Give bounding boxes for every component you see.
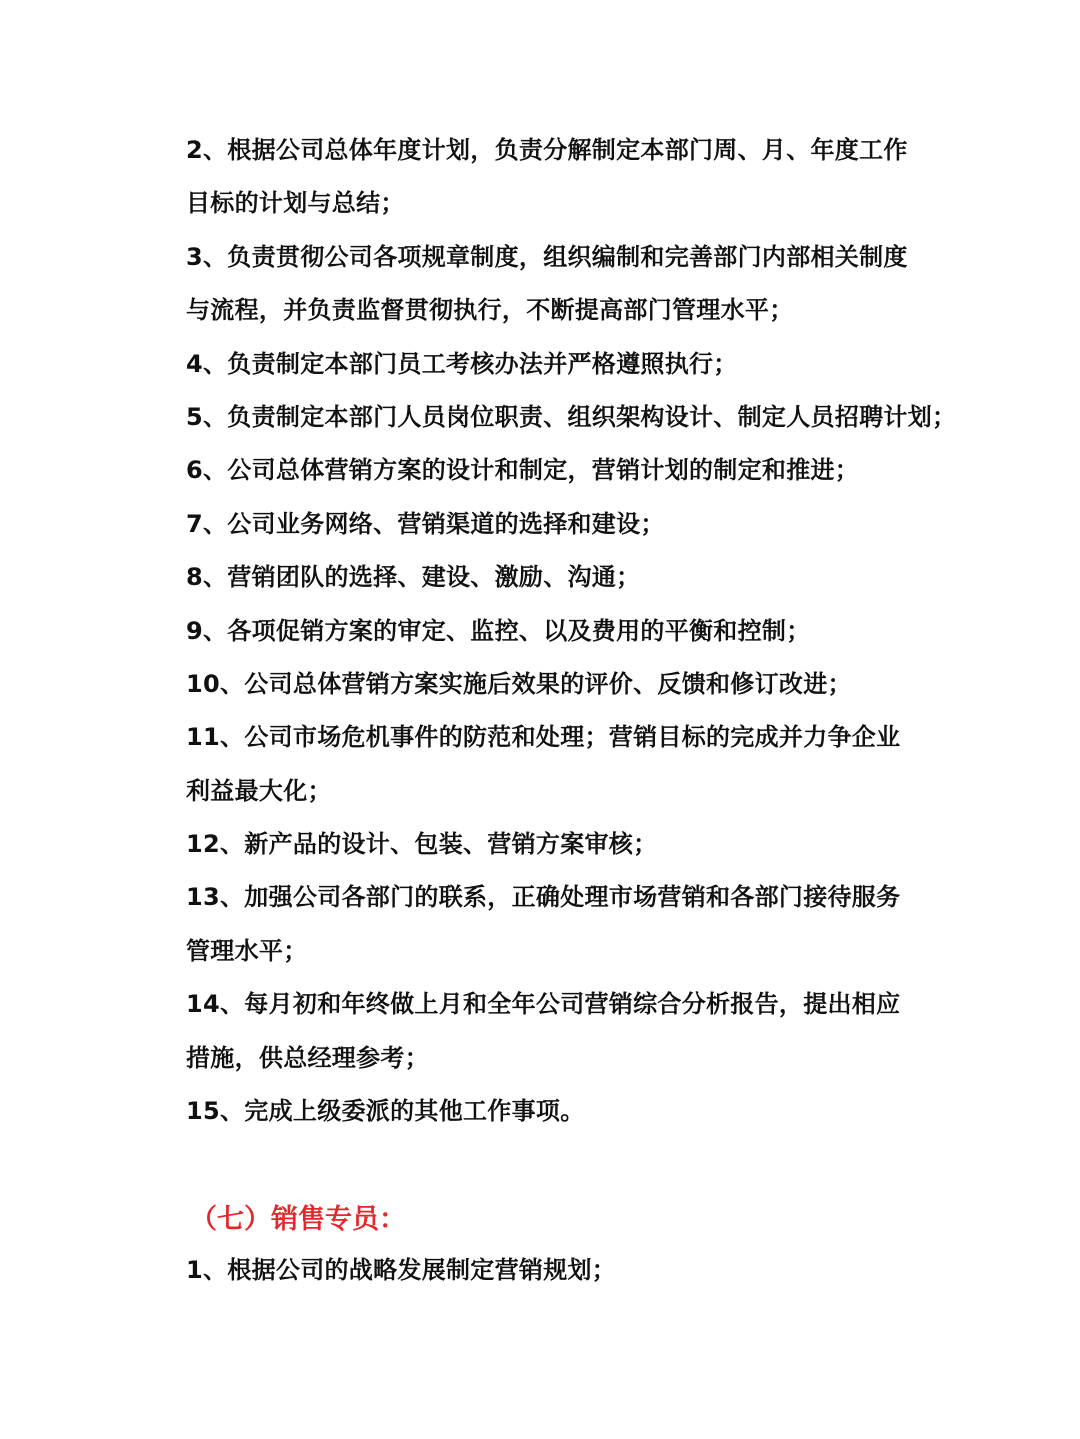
duty-line: 2、根据公司总体年度计划，负责分解制定本部门周、月、年度工作 <box>186 136 908 164</box>
duty-line: 8、营销团队的选择、建设、激励、沟通； <box>186 563 641 592</box>
duty-line: 目标的计划与总结； <box>186 189 405 218</box>
duty-line: 14、每月初和年终做上月和全年公司营销综合分析报告，提出相应 <box>186 990 901 1019</box>
duty-line: 管理水平； <box>186 936 308 965</box>
duty-line: 7、公司业务网络、营销渠道的选择和建设； <box>186 509 665 538</box>
section-first-item: 1、根据公司的战略发展制定营销规划； <box>186 1256 617 1284</box>
duty-line: 措施，供总经理参考； <box>186 1043 429 1072</box>
duty-line: 4、负责制定本部门员工考核办法并严格遵照执行； <box>186 349 738 378</box>
duty-line: 13、加强公司各部门的联系，正确处理市场营销和各部门接待服务 <box>186 883 901 912</box>
duty-line: 3、负责贯彻公司各项规章制度，组织编制和完善部门内部相关制度 <box>186 242 908 271</box>
duties-list <box>186 124 957 1138</box>
duty-line: 10、公司总体营销方案实施后效果的评价、反馈和修订改进； <box>186 669 852 698</box>
duty-line: 与流程，并负责监督贯彻执行，不断提高部门管理水平； <box>186 296 794 325</box>
duty-line: 9、各项促销方案的审定、监控、以及费用的平衡和控制； <box>186 616 811 645</box>
duty-line: 6、公司总体营销方案的设计和制定，营销计划的制定和推进； <box>186 456 860 485</box>
duty-line: 利益最大化； <box>186 776 332 805</box>
duty-line: 12、新产品的设计、包装、营销方案审核； <box>186 830 658 859</box>
section-heading: （七）销售专员： <box>190 1204 406 1235</box>
duty-line: 15、完成上级委派的其他工作事项。 <box>186 1097 585 1126</box>
duty-line: 5、负责制定本部门人员岗位职责、组织架构设计、制定人员招聘计划； <box>186 402 957 431</box>
duty-line: 11、公司市场危机事件的防范和处理；营销目标的完成并力争企业 <box>186 723 901 752</box>
section-items <box>186 1244 900 1297</box>
